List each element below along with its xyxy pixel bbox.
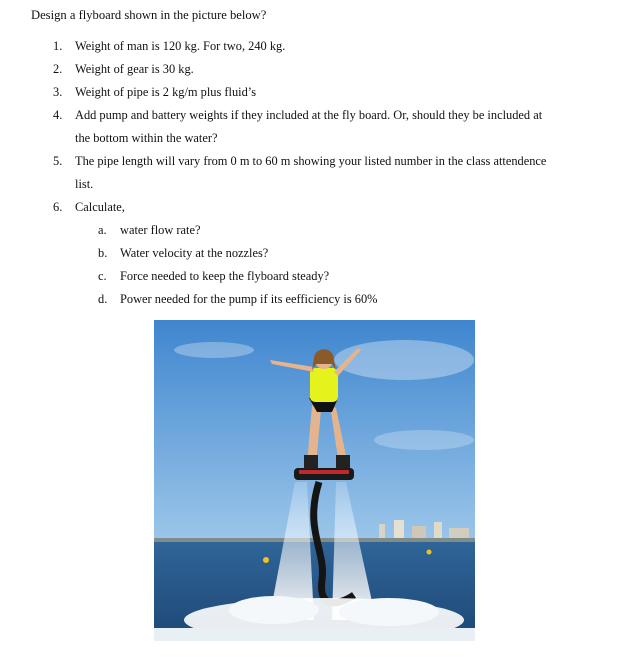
item-text: The pipe length will vary from 0 m to 60 m showing your listed number in the class attendence <box>75 154 547 168</box>
item-text: Calculate, <box>75 200 125 214</box>
sub-item-letter: b. <box>98 246 108 260</box>
list-item <box>0 38 631 54</box>
item-text: Weight of gear is 30 kg. <box>75 62 194 76</box>
item-text-continued: the bottom within the water? <box>75 131 218 145</box>
item-text: Weight of pipe is 2 kg/m plus fluid’s <box>75 85 257 99</box>
sub-list-item <box>0 222 631 238</box>
page-heading: Design a flyboard shown in the picture below? <box>31 8 267 22</box>
sub-item-letter: d. <box>98 292 108 306</box>
list-item <box>0 107 631 147</box>
sub-item-letter: c. <box>98 269 107 283</box>
item-number: 1. <box>53 39 63 53</box>
item-number: 5. <box>53 154 63 168</box>
item-number: 3. <box>53 85 63 99</box>
list-item <box>0 84 631 100</box>
sub-list-item <box>0 291 631 307</box>
list-item <box>0 153 631 193</box>
sub-list-item <box>0 268 631 284</box>
sub-list-item <box>0 245 631 261</box>
item-text: Add pump and battery weights if they included at the fly board. Or, should they be included at <box>75 108 543 122</box>
item-number: 4. <box>53 108 63 122</box>
sub-item-text: Power needed for the pump if its eefficiency is 60% <box>120 292 378 306</box>
flyboard-rider-photo <box>154 320 475 641</box>
item-number: 6. <box>53 200 63 214</box>
item-text: Weight of man is 120 kg. For two, 240 kg. <box>75 39 286 53</box>
list-item <box>0 199 631 215</box>
sub-item-letter: a. <box>98 223 107 237</box>
item-text-continued: list. <box>75 177 94 191</box>
sub-item-text: Force needed to keep the flyboard steady? <box>120 269 330 283</box>
sub-item-text: Water velocity at the nozzles? <box>120 246 269 260</box>
sub-item-text: water flow rate? <box>120 223 201 237</box>
list-item <box>0 61 631 77</box>
item-number: 2. <box>53 62 63 76</box>
